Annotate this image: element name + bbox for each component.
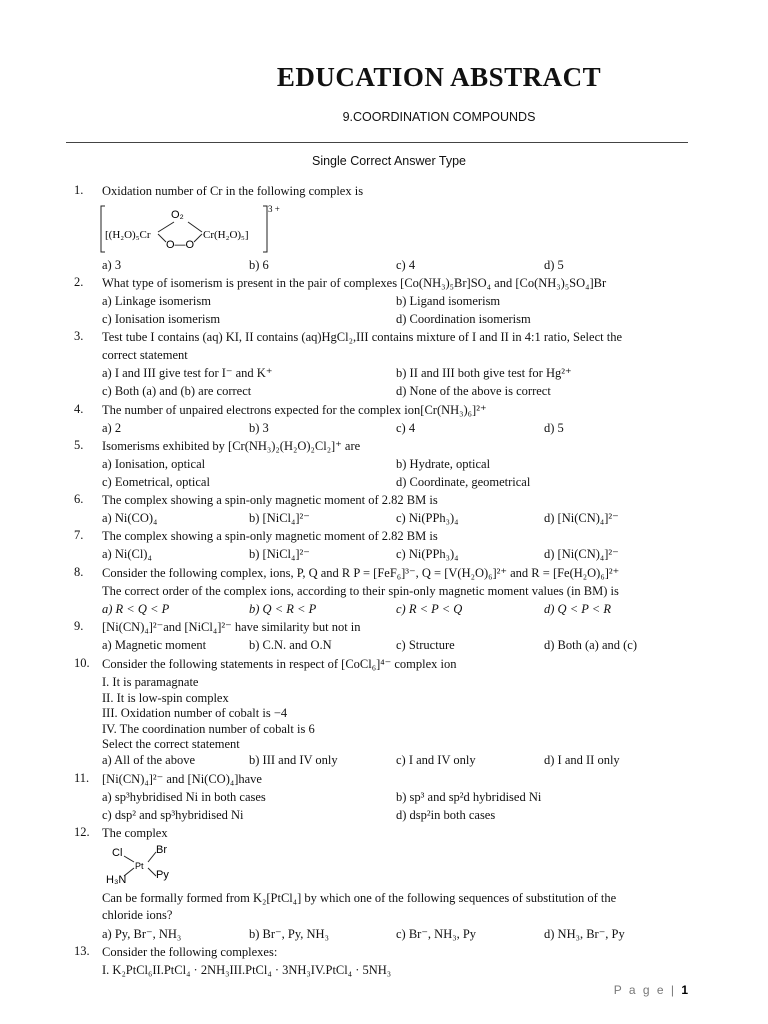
q10-statement-5: Select the correct statement [102,737,240,751]
q12-struct-br: Br [156,844,167,856]
q8-text-1: Consider the following complex, ions, P, Q and R P = [FeF₆]³⁻, Q = [V(H₂O)₆]²⁺ and R = [Fe(H₂O)₆]²⁺ [102,566,620,580]
q6-option-b: b) [NiCl₄]²⁻ [249,511,310,525]
q1-struct-o2: O₂ [171,209,184,221]
q10-option-b: b) III and IV only [249,753,338,767]
q1-option-d: d) 5 [544,258,564,272]
section-heading: Single Correct Answer Type [311,154,466,168]
q5-number: 5. [74,438,84,452]
q1-struct-charge: 3 + [268,204,280,214]
q5-option-b: b) Hydrate, optical [396,457,491,471]
doc-title: EDUCATION ABSTRACT [276,62,602,92]
q5-option-a: a) Ionisation, optical [102,457,206,471]
q1-option-a: a) 3 [102,258,122,272]
q2-option-c: c) Ionisation isomerism [102,312,221,326]
q11-number: 11. [74,771,90,785]
q1-struct-right: Cr(H₂O)₅] [203,229,249,241]
q3-number: 3. [74,329,84,343]
q2-number: 2. [74,275,84,289]
q3-option-a: a) I and III give test for I⁻ and K⁺ [102,366,273,380]
q3-text-1: Test tube I contains (aq) KI, II contains (aq)HgCl₂,III contains mixture of I and II in 4:1 ratio, Select the [102,330,622,344]
q12-struct-pt: Pt [135,861,144,871]
q3-option-c: c) Both (a) and (b) are correct [102,384,252,398]
q1-option-c: c) 4 [396,258,416,272]
page-label: P a g e | [613,983,676,997]
q12-struct-h3n: H₃N [106,874,127,886]
q9-option-a: a) Magnetic moment [102,638,207,652]
q10-number: 10. [74,656,90,670]
q13-text: Consider the following complexes: [102,945,278,959]
q12-number: 12. [74,825,90,839]
q6-number: 6. [74,492,84,506]
q4-option-d: d) 5 [544,421,564,435]
q8-option-a: a) R < Q < P [102,602,170,616]
q1-number: 1. [74,183,84,197]
q12-option-a: a) Py, Br⁻, NH₃ [102,927,182,941]
q11-text: [Ni(CN)₄]²⁻ and [Ni(CO)₄]have [102,772,262,786]
page-number: 1 [681,983,688,997]
q11-option-b: b) sp³ and sp²d hybridised Ni [396,790,542,804]
q12-text-2: Can be formally formed from K₂[PtCl₄] by which one of the following sequences of substitution of the [102,891,617,905]
q9-option-c: c) Structure [396,638,455,652]
q9-text: [Ni(CN)₄]²⁻and [NiCl₄]²⁻ have similarity but not in [102,620,361,634]
q10-text: Consider the following statements in respect of [CoCl₆]⁴⁻ complex ion [102,657,457,671]
q12-text-3: chloride ions? [102,908,173,922]
page-footer [614,983,688,997]
header-rule [66,142,688,143]
q10-statement-1: I. It is paramagnate [102,675,199,689]
q1-text: Oxidation number of Cr in the following complex is [102,184,364,198]
q2-text: What type of isomerism is present in the pair of complexes [Co(NH₃)₅Br]SO₄ and [Co(NH₃)₅SO₄]Br [102,276,607,290]
q9-number: 9. [74,619,84,633]
q13-number: 13. [74,944,90,958]
q9-option-d: d) Both (a) and (c) [544,638,638,652]
q11-option-c: c) dsp² and sp³hybridised Ni [102,808,244,822]
q6-option-c: c) Ni(PPh₃)₄ [396,511,459,525]
q11-option-a: a) sp³hybridised Ni in both cases [102,790,266,804]
q1-option-b: b) 6 [249,258,269,272]
q10-statement-4: IV. The coordination number of cobalt is 6 [102,722,315,736]
q12-option-c: c) Br⁻, NH₃, Py [396,927,477,941]
q12-struct-cl: Cl [112,847,123,859]
q2-option-d: d) Coordination isomerism [396,312,531,326]
q5-text: Isomerisms exhibited by [Cr(NH₃)₂(H₂O)₂Cl₂]⁺ are [102,439,361,453]
q2-option-a: a) Linkage isomerism [102,294,211,308]
q5-option-c: c) Eometrical, optical [102,475,210,489]
q10-option-d: d) I and II only [544,753,620,767]
q6-text: The complex showing a spin-only magnetic moment of 2.82 BM is [102,493,438,507]
q8-option-b: b) Q < R < P [249,602,317,616]
q4-option-a: a) 2 [102,421,122,435]
q1-struct-oo: O—O [166,239,195,251]
q8-option-c: c) R < P < Q [396,602,463,616]
q10-statement-3: III. Oxidation number of cobalt is −4 [102,706,288,720]
q11-option-d: d) dsp²in both cases [396,808,496,822]
q7-option-a: a) Ni(Cl)₄ [102,547,152,561]
q3-option-b: b) II and III both give test for Hg²⁺ [396,366,572,380]
q12-text: The complex [102,826,168,840]
doc-subtitle: 9.COORDINATION COMPOUNDS [342,110,536,124]
q7-number: 7. [74,528,84,542]
q9-option-b: b) C.N. and O.N [249,638,332,652]
q7-option-b: b) [NiCl₄]²⁻ [249,547,310,561]
q12-option-b: b) Br⁻, Py, NH₃ [249,927,329,941]
q4-option-b: b) 3 [249,421,269,435]
q7-text: The complex showing a spin-only magnetic moment of 2.82 BM is [102,529,438,543]
q3-text-2: correct statement [102,348,188,362]
q12-structure [104,842,184,888]
q1-struct-left: [(H₂O)₅Cr [105,229,151,241]
q4-number: 4. [74,402,84,416]
q10-option-c: c) I and IV only [396,753,476,767]
q7-option-d: d) [Ni(CN)₄]²⁻ [544,547,619,561]
q6-option-a: a) Ni(CO)₄ [102,511,158,525]
q3-option-d: d) None of the above is correct [396,384,551,398]
q13-statement-1: I. K₂PtCl₆II.PtCl₄ · 2NH₃III.PtCl₄ · 3NH₃IV.PtCl₄ · 5NH₃ [102,963,392,977]
q5-option-d: d) Coordinate, geometrical [396,475,531,489]
q1-structure [100,202,300,256]
q10-option-a: a) All of the above [102,753,196,767]
q7-option-c: c) Ni(PPh₃)₄ [396,547,459,561]
q12-struct-py: Py [156,869,169,881]
q10-statement-2: II. It is low-spin complex [102,691,229,705]
q4-option-c: c) 4 [396,421,416,435]
q8-text-2: The correct order of the complex ions, according to their spin-only magnetic moment values (in BM) is [102,584,619,598]
q8-number: 8. [74,565,84,579]
q8-option-d: d) Q < P < R [544,602,611,616]
q6-option-d: d) [Ni(CN)₄]²⁻ [544,511,619,525]
q4-text: The number of unpaired electrons expected for the complex ion[Cr(NH₃)₆]²⁺ [102,403,487,417]
q2-option-b: b) Ligand isomerism [396,294,501,308]
q12-option-d: d) NH₃, Br⁻, Py [544,927,625,941]
